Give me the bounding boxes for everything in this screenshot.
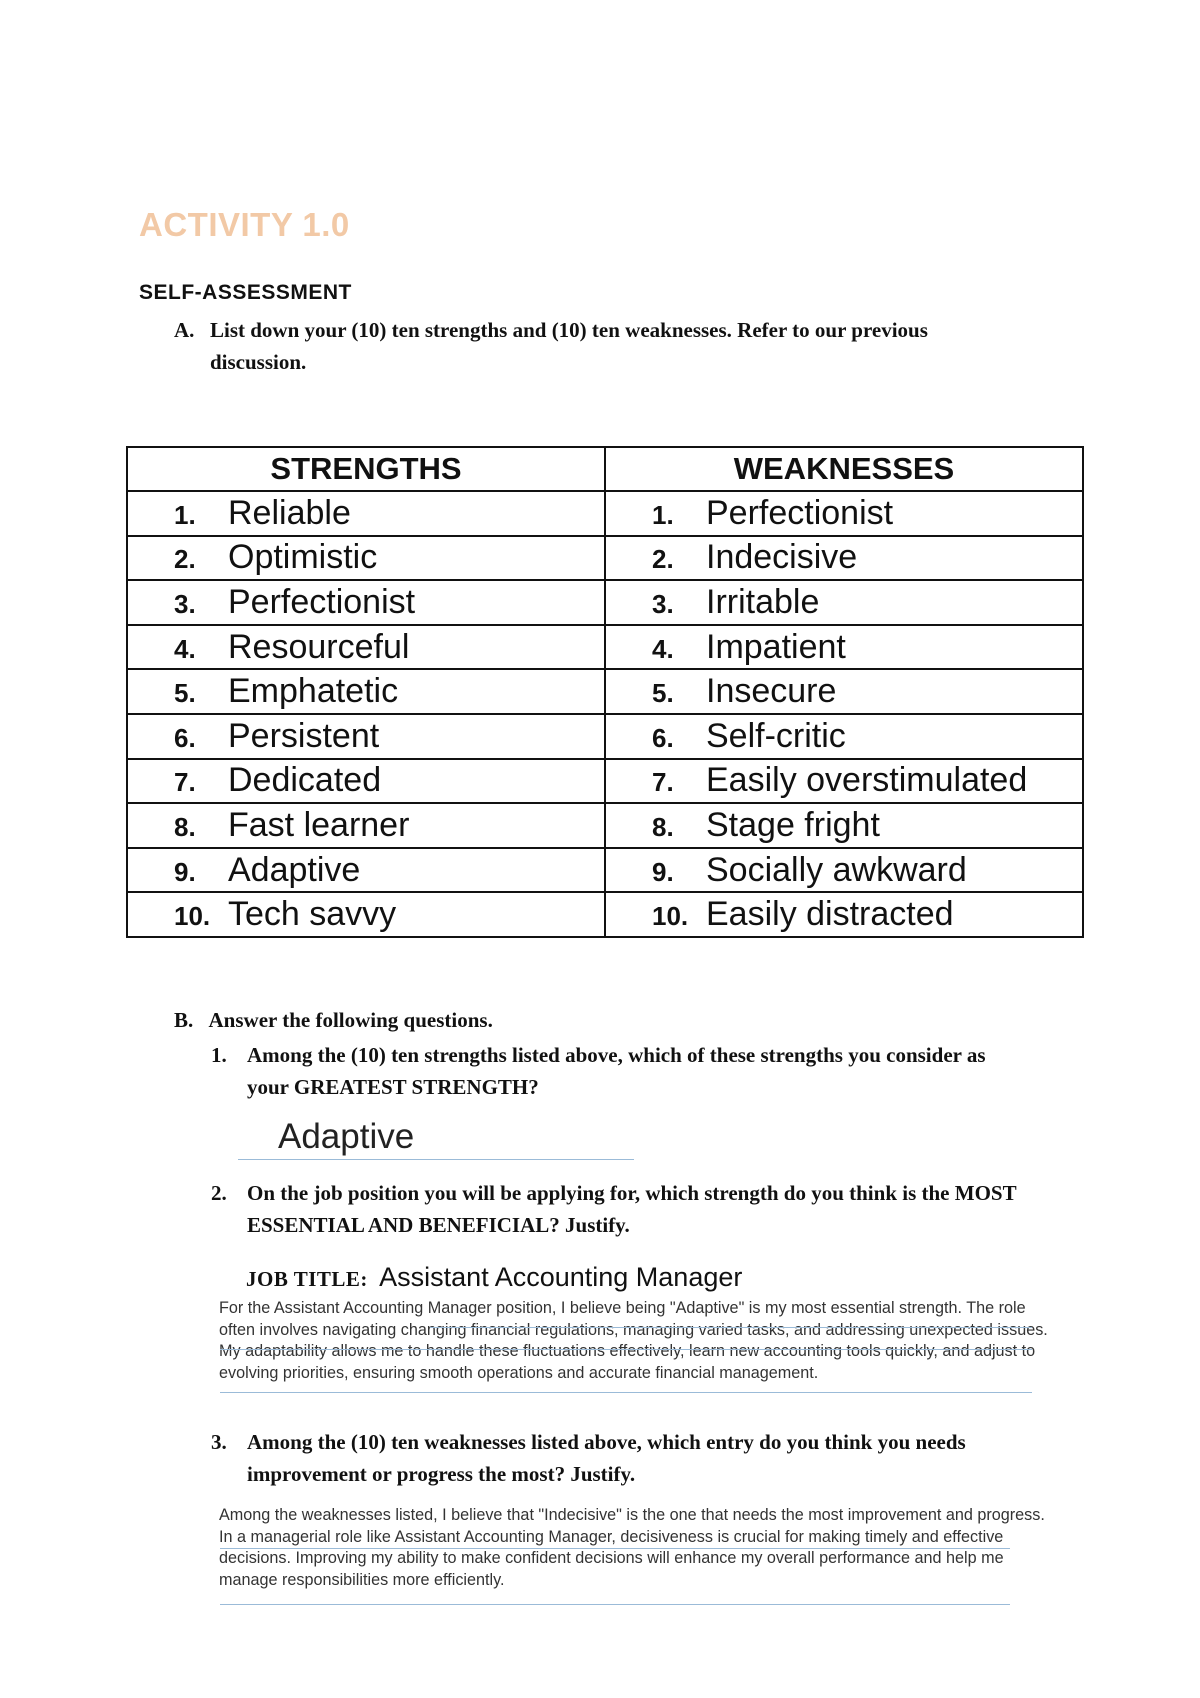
strength-text: Perfectionist: [228, 582, 416, 621]
table-row: [127, 669, 1083, 714]
weakness-text: Stage fright: [706, 805, 880, 844]
table-row: [127, 759, 1083, 804]
activity-title: ACTIVITY 1.0: [139, 206, 350, 243]
weakness-cell: [605, 803, 1083, 848]
question-number: 2.: [211, 1181, 227, 1205]
answer-underline: [220, 1604, 1010, 1605]
weakness-text: Easily distracted: [706, 895, 954, 934]
strength-cell: [127, 580, 605, 625]
weakness-text: Self-critic: [706, 716, 846, 755]
answer-underline: [238, 1159, 634, 1160]
question-3: [211, 1426, 1027, 1490]
strengths-header: STRENGTHS: [127, 447, 605, 491]
answer-underline: [220, 1392, 1032, 1393]
weakness-cell: [605, 759, 1083, 804]
strengths-weaknesses-table: [126, 446, 1084, 938]
answer-underline: [220, 1349, 1032, 1350]
item-number: 5.: [174, 678, 196, 709]
strength-text: Persistent: [228, 716, 380, 755]
strength-text: Adaptive: [228, 850, 361, 889]
improvement-weakness-answer: Among the weaknesses listed, I believe that "Indecisive" is the one that needs the most improvement and progress. In a managerial role like Assistant Accounting Manager, decisiveness is crucial for making timely and effective decisions. Improving my ability to make confident decisions will enhance my overall performance and help me manage responsibilities more efficiently.: [219, 1506, 1045, 1589]
greatest-strength-answer: Adaptive: [278, 1117, 415, 1156]
question-number: 1.: [211, 1043, 227, 1067]
question-1: [211, 1039, 1027, 1103]
item-number: 6.: [174, 722, 196, 753]
table-row: [127, 580, 1083, 625]
weakness-cell: [605, 669, 1083, 714]
weakness-text: Indecisive: [706, 538, 858, 577]
essential-strength-answer: For the Assistant Accounting Manager position, I believe being "Adaptive" is my most essential strength. The role often involves navigating changing financial regulations, managing varied tasks, and addressing unexpected issues. My adaptability allows me to handle these fluctuations effectively, learn new accounting tools quickly, and adjust to evolving priorities, ensuring smooth operations and accurate financial management.: [219, 1299, 1048, 1382]
part-b-text: Answer the following questions.: [208, 1008, 493, 1032]
weakness-cell: [605, 625, 1083, 670]
job-title: [246, 1262, 742, 1293]
job-title-label: JOB TITLE:: [246, 1267, 368, 1291]
strength-cell: [127, 714, 605, 759]
item-number: 10.: [652, 901, 689, 932]
table-row: [127, 892, 1083, 937]
weakness-text: Impatient: [706, 627, 846, 666]
table-row: [127, 803, 1083, 848]
table-header-row: [127, 447, 1083, 491]
weakness-cell: [605, 580, 1083, 625]
item-number: 4.: [174, 633, 196, 664]
section-title: SELF-ASSESSMENT: [139, 281, 352, 304]
strength-cell: [127, 625, 605, 670]
strength-cell: [127, 803, 605, 848]
strength-cell: [127, 848, 605, 893]
strength-text: Dedicated: [228, 761, 382, 800]
question-2: [211, 1177, 1027, 1241]
item-number: 1.: [652, 499, 674, 530]
strength-text: Reliable: [228, 493, 351, 532]
question-text: Among the (10) ten strengths listed above, which of these strengths you consider as your GREATEST STRENGTH?: [247, 1043, 986, 1099]
table-row: [127, 714, 1083, 759]
item-number: 7.: [174, 767, 196, 798]
answer-underline: [220, 1548, 1010, 1549]
item-number: 9.: [652, 856, 674, 887]
job-title-value: Assistant Accounting Manager: [379, 1262, 743, 1292]
item-number: 9.: [174, 856, 196, 887]
strength-cell: [127, 892, 605, 937]
answer-underline: [430, 1327, 1032, 1328]
weakness-text: Easily overstimulated: [706, 761, 1028, 800]
question-text: Among the (10) ten weaknesses listed above, which entry do you think you needs improvement or progress the most? Justify.: [247, 1430, 966, 1486]
weakness-cell: [605, 491, 1083, 536]
part-a-letter: A.: [174, 318, 195, 342]
weakness-cell: [605, 848, 1083, 893]
item-number: 8.: [174, 811, 196, 842]
strength-text: Optimistic: [228, 538, 378, 577]
weakness-text: Insecure: [706, 672, 837, 711]
weakness-cell: [605, 892, 1083, 937]
item-number: 10.: [174, 901, 211, 932]
strength-text: Fast learner: [228, 805, 410, 844]
weaknesses-header: WEAKNESSES: [605, 447, 1083, 491]
weakness-text: Irritable: [706, 582, 820, 621]
question-number: 3.: [211, 1430, 227, 1454]
strength-cell: [127, 669, 605, 714]
part-a-instruction: [174, 314, 930, 378]
part-b-letter: B.: [174, 1008, 194, 1032]
weakness-text: Socially awkward: [706, 850, 967, 889]
item-number: 8.: [652, 811, 674, 842]
weakness-cell: [605, 536, 1083, 581]
weakness-text: Perfectionist: [706, 493, 894, 532]
item-number: 1.: [174, 499, 196, 530]
strength-text: Tech savvy: [228, 895, 397, 934]
part-a-text: List down your (10) ten strengths and (10) ten weaknesses. Refer to our previous discussion.: [210, 318, 928, 374]
item-number: 7.: [652, 767, 674, 798]
table-row: [127, 848, 1083, 893]
table-row: [127, 491, 1083, 536]
item-number: 2.: [652, 544, 674, 575]
item-number: 3.: [174, 588, 196, 619]
part-b-instruction: [174, 1008, 493, 1033]
table-row: [127, 536, 1083, 581]
strength-cell: [127, 536, 605, 581]
item-number: 2.: [174, 544, 196, 575]
question-text: On the job position you will be applying for, which strength do you think is the MOST ESSENTIAL AND BENEFICIAL? Justify.: [247, 1181, 1017, 1237]
item-number: 3.: [652, 588, 674, 619]
strength-text: Emphatetic: [228, 672, 399, 711]
table-row: [127, 625, 1083, 670]
strength-cell: [127, 491, 605, 536]
strength-cell: [127, 759, 605, 804]
item-number: 5.: [652, 678, 674, 709]
weakness-cell: [605, 714, 1083, 759]
item-number: 4.: [652, 633, 674, 664]
item-number: 6.: [652, 722, 674, 753]
strength-text: Resourceful: [228, 627, 410, 666]
